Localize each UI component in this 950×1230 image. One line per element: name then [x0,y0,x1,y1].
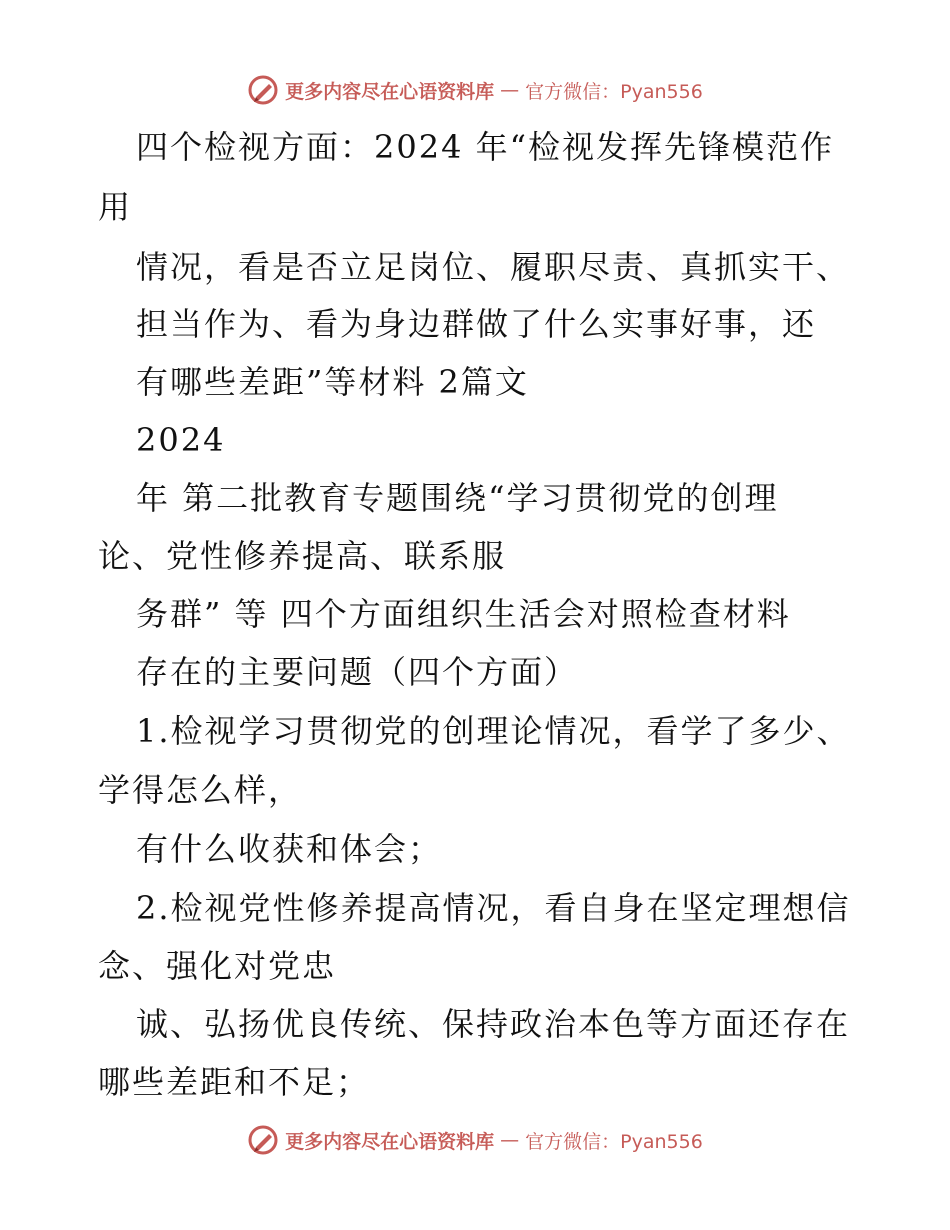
doc-line-16: 诚、弘扬优良传统、保持政治本色等方面还存在 [136,1005,851,1043]
doc-line-7: 年 第二批教育专题围绕“学习贯彻党的创理 [136,479,779,517]
doc-line-9: 务群” 等 四个方面组织生活会对照检查材料 [136,595,791,633]
doc-line-8: 论、党性修养提高、联系服 [98,537,507,575]
header-dash: — [500,79,520,101]
doc-line-2: 用 [98,188,133,226]
footer-wechat-text: 官方微信：Pyan556 [525,1130,703,1153]
footer-dash: — [500,1129,520,1151]
footer-watermark-banner [0,1120,950,1160]
header-wechat-text: 官方微信：Pyan556 [525,80,703,103]
pen-circle-logo-icon [247,1124,279,1156]
doc-line-14: 2.检视党性修养提高情况，看自身在坚定理想信 [136,889,851,927]
doc-line-5: 有哪些差距”等材料 2篇文 [136,363,529,401]
doc-line-4: 担当作为、看为身边群做了什么实事好事，还 [136,305,817,343]
doc-line-1: 四个检视方面：2024 年“检视发挥先锋模范作 [136,128,834,166]
doc-line-10: 存在的主要问题（四个方面） [136,653,579,691]
header-watermark-banner [0,70,950,110]
header-site-text: 更多内容尽在心语资料库 [285,80,495,103]
pen-circle-logo-icon [247,74,279,106]
doc-line-17: 哪些差距和不足； [98,1063,371,1101]
footer-site-text: 更多内容尽在心语资料库 [285,1130,495,1153]
doc-line-12: 学得怎么样， [98,771,303,809]
doc-line-3: 情况，看是否立足岗位、履职尽责、真抓实干、 [136,248,851,286]
doc-line-6: 2024 [136,421,226,459]
doc-line-15: 念、强化对党忠 [98,947,337,985]
doc-line-11: 1.检视学习贯彻党的创理论情况，看学了多少、 [136,712,851,750]
doc-line-13: 有什么收获和体会； [136,830,443,868]
